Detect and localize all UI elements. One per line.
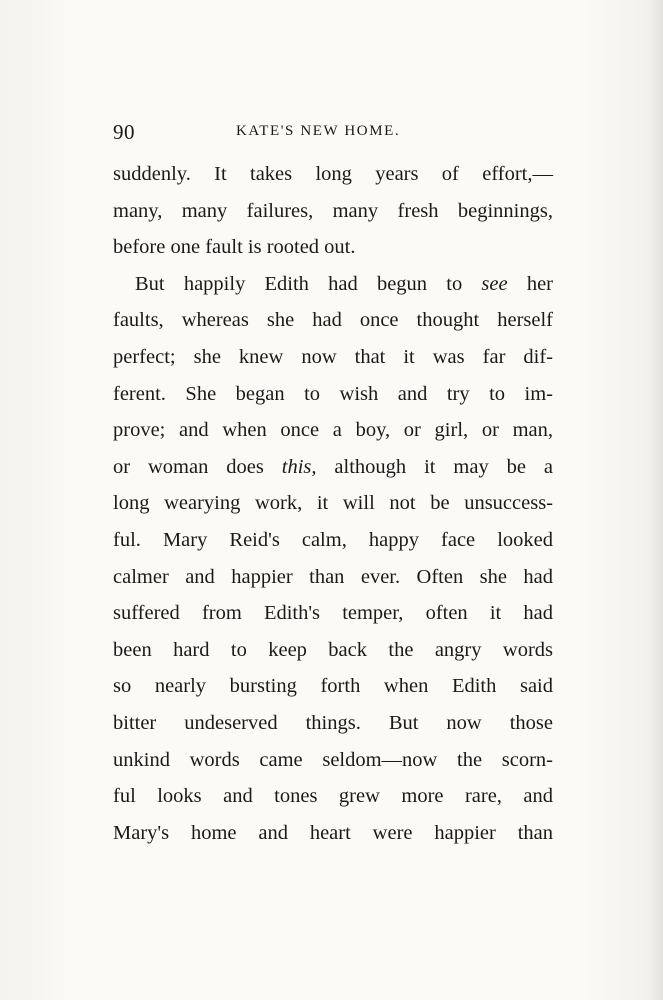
page-number: 90 — [113, 120, 135, 144]
text-line: so nearly bursting forth when Edith said — [113, 675, 553, 698]
text-line: before one fault is rooted out. — [113, 236, 356, 259]
text-segment: her — [507, 272, 553, 295]
text-line: suddenly. It takes long years of effort,— — [113, 163, 553, 185]
text-line: ful looks and tones grew more rare, and — [113, 785, 553, 808]
text-line: long wearying work, it will not be unsuccess- — [113, 492, 553, 515]
text-line: calmer and happier than ever. Often she had — [113, 565, 553, 588]
text-line: been hard to keep back the angry words — [113, 638, 553, 661]
page-header — [113, 120, 553, 150]
text-segment: But happily Edith had begun to — [135, 272, 482, 295]
text-line: prove; and when once a boy, or girl, or man, — [113, 419, 553, 442]
text-segment: although it may be a — [316, 455, 553, 478]
text-line: unkind words came seldom—now the scorn- — [113, 748, 553, 771]
text-segment: or woman does — [113, 455, 282, 478]
emphasized-word: see — [481, 272, 508, 295]
text-line: ful. Mary Reid's calm, happy face looked — [113, 528, 553, 551]
text-line: suffered from Edith's temper, often it had — [113, 602, 553, 625]
text-line: faults, whereas she had once thought herself — [113, 309, 553, 332]
text-line: perfect; she knew now that it was far dif- — [113, 345, 553, 368]
emphasized-word: this, — [281, 455, 317, 478]
page-edge-shadow — [649, 0, 663, 1000]
text-line — [113, 266, 553, 303]
text-line: many, many failures, many fresh beginnings, — [113, 199, 553, 222]
text-line: ferent. She began to wish and try to im- — [113, 382, 553, 405]
text-line: Mary's home and heart were happier than — [113, 821, 553, 844]
text-line: bitter undeserved things. But now those — [113, 711, 553, 734]
text-line — [113, 449, 553, 486]
body-text — [113, 156, 553, 851]
running-head: KATE'S NEW HOME. — [236, 123, 401, 139]
